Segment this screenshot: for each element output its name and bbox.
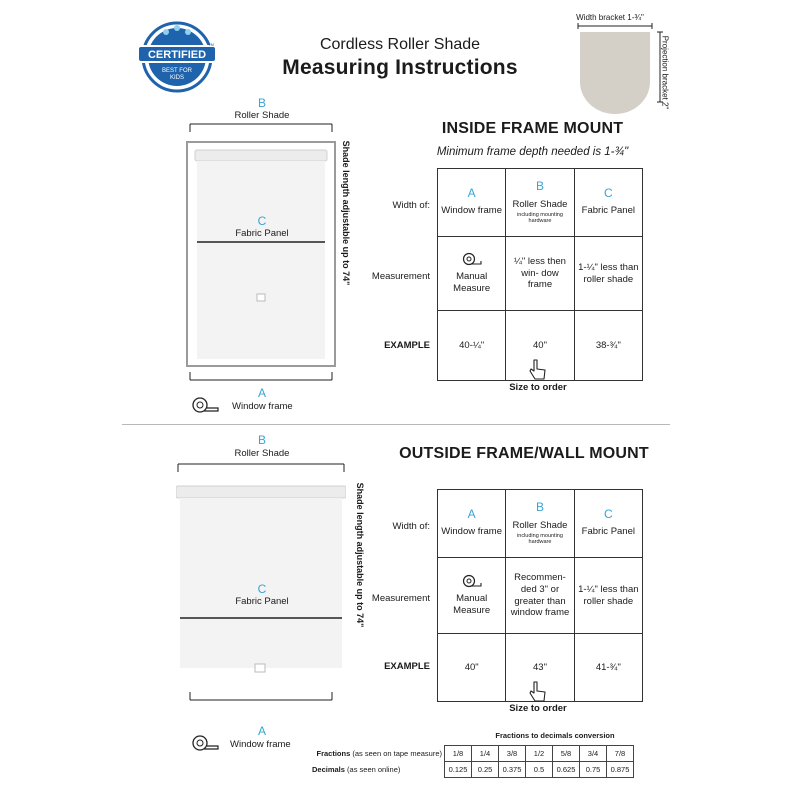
inside-col-b-label: Roller Shade <box>512 198 568 210</box>
inside-size-to-order: Size to order <box>509 382 567 393</box>
decimal-cell: 0.625 <box>553 762 580 778</box>
fractions-table <box>444 745 634 778</box>
outside-col-a-label: Window frame <box>441 526 503 538</box>
inside-shade-diagram <box>186 122 336 392</box>
outside-row-label-example: EXAMPLE <box>384 661 430 672</box>
decimals-label: Decimals <box>312 765 345 774</box>
fraction-cell: 7/8 <box>607 746 634 762</box>
inside-col-a <box>438 169 506 237</box>
inside-example-b: 40" <box>506 311 574 381</box>
inside-bottom-label: Window frame <box>232 401 293 412</box>
inside-col-b-letter: B <box>535 179 544 194</box>
outside-row-label-width: Width of: <box>392 521 430 532</box>
outside-bottom-letter: A <box>257 724 266 738</box>
badge-sub2-text: KIDS <box>169 75 185 81</box>
inside-section-note: Minimum frame depth needed is 1-¾" <box>436 146 629 158</box>
outside-col-b-sub: including mounting hardware <box>517 532 563 546</box>
certified-best-for-kids-badge <box>136 16 218 94</box>
decimal-cell: 0.125 <box>445 762 472 778</box>
outside-example-b: 43" <box>506 634 574 702</box>
inside-col-b-sub: including mounting hardware <box>517 211 563 225</box>
outside-col-b-letter: B <box>535 500 544 515</box>
inside-row-label-width: Width of: <box>392 200 430 211</box>
inside-panel-letter: C <box>257 214 267 228</box>
outside-col-b-label: Roller Shade <box>512 519 568 531</box>
inside-col-c-letter: C <box>603 185 613 200</box>
fraction-cell: 1/2 <box>526 746 553 762</box>
outside-example-a: 40" <box>438 634 506 702</box>
fractions-row-label <box>312 749 442 758</box>
outside-col-c <box>574 490 642 558</box>
inside-example-c: 38-¾" <box>574 311 642 381</box>
inside-measure-c: 1-¼" less than roller shade <box>574 237 642 311</box>
outside-row-label-measurement: Measurement <box>371 593 430 604</box>
outside-col-a-letter: A <box>467 506 476 521</box>
outside-size-to-order: Size to order <box>509 703 567 714</box>
inside-col-a-letter: A <box>467 185 476 200</box>
outside-example-c: 41-¾" <box>574 634 642 702</box>
tape-measure-icon <box>462 252 482 266</box>
badge-tm-text: TM <box>208 42 214 47</box>
decimal-cell: 0.25 <box>472 762 499 778</box>
inside-measure-table <box>437 168 643 381</box>
outside-panel-label: Fabric Panel <box>235 596 289 607</box>
outside-section-title: OUTSIDE FRAME/WALL MOUNT <box>399 445 649 462</box>
page-title: Measuring Instructions <box>282 56 518 79</box>
inside-top-letter: B <box>257 96 266 110</box>
outside-col-a <box>438 490 506 558</box>
outside-measure-a <box>438 558 506 634</box>
inside-row-label-measurement: Measurement <box>371 271 430 282</box>
section-divider <box>122 424 670 425</box>
outside-measure-b: Recommen- ded 3" or greater than window frame <box>506 558 574 634</box>
inside-side-label: Shade length adjustable up to 74" <box>341 140 351 286</box>
outside-measure-c: 1-¼" less than roller shade <box>574 558 642 634</box>
outside-measure-a-text: Manual Measure <box>453 593 491 616</box>
badge-main-text: CERTIFIED <box>147 49 207 61</box>
inside-col-b <box>506 169 574 237</box>
inside-row-label-example: EXAMPLE <box>384 340 430 351</box>
inside-col-c <box>574 169 642 237</box>
outside-top-label: Roller Shade <box>234 448 290 459</box>
decimal-cell: 0.375 <box>499 762 526 778</box>
outside-top-letter: B <box>257 433 266 447</box>
outside-bottom-label: Window frame <box>230 739 291 750</box>
decimals-note: (as seen online) <box>347 765 401 774</box>
bracket-diagram <box>570 22 670 122</box>
tape-measure-icon <box>462 574 482 588</box>
badge-sub1-text: BEST FOR <box>162 68 192 74</box>
outside-measure-table <box>437 489 643 702</box>
inside-col-c-label: Fabric Panel <box>581 205 635 217</box>
page-subtitle: Cordless Roller Shade <box>319 36 481 53</box>
pointer-hand-icon <box>528 358 548 382</box>
fraction-cell: 3/8 <box>499 746 526 762</box>
tape-measure-icon <box>190 396 220 414</box>
outside-col-c-label: Fabric Panel <box>581 526 635 538</box>
pointer-hand-icon <box>528 680 548 704</box>
inside-measure-a-text: Manual Measure <box>453 271 491 294</box>
bracket-width-label: Width bracket 1-¾" <box>576 13 644 22</box>
decimal-cell: 0.875 <box>607 762 634 778</box>
fractions-label: Fractions <box>316 749 351 758</box>
inside-measure-b: ¼" less then win- dow frame <box>506 237 574 311</box>
outside-panel-letter: C <box>257 582 267 596</box>
fraction-cell: 1/8 <box>445 746 472 762</box>
fractions-caption: Fractions to decimals conversion <box>495 731 615 740</box>
inside-bottom-letter: A <box>257 386 266 400</box>
decimal-cell: 0.5 <box>526 762 553 778</box>
fraction-cell: 5/8 <box>553 746 580 762</box>
fractions-note: (as seen on tape measure) <box>352 749 442 758</box>
tape-measure-icon <box>190 734 220 752</box>
inside-col-a-label: Window frame <box>441 205 503 217</box>
decimal-cell: 0.75 <box>580 762 607 778</box>
inside-section-title: INSIDE FRAME MOUNT <box>441 120 624 137</box>
fraction-cell: 1/4 <box>472 746 499 762</box>
inside-example-a: 40-¼" <box>438 311 506 381</box>
outside-col-b <box>506 490 574 558</box>
outside-side-label: Shade length adjustable up to 74" <box>355 482 365 628</box>
fraction-cell: 3/4 <box>580 746 607 762</box>
inside-measure-a <box>438 237 506 311</box>
bracket-projection-label: Projection bracket 2" <box>660 35 670 110</box>
decimals-row-label <box>312 765 442 774</box>
inside-panel-label: Fabric Panel <box>235 228 289 239</box>
inside-top-label: Roller Shade <box>234 110 290 121</box>
outside-col-c-letter: C <box>603 506 613 521</box>
